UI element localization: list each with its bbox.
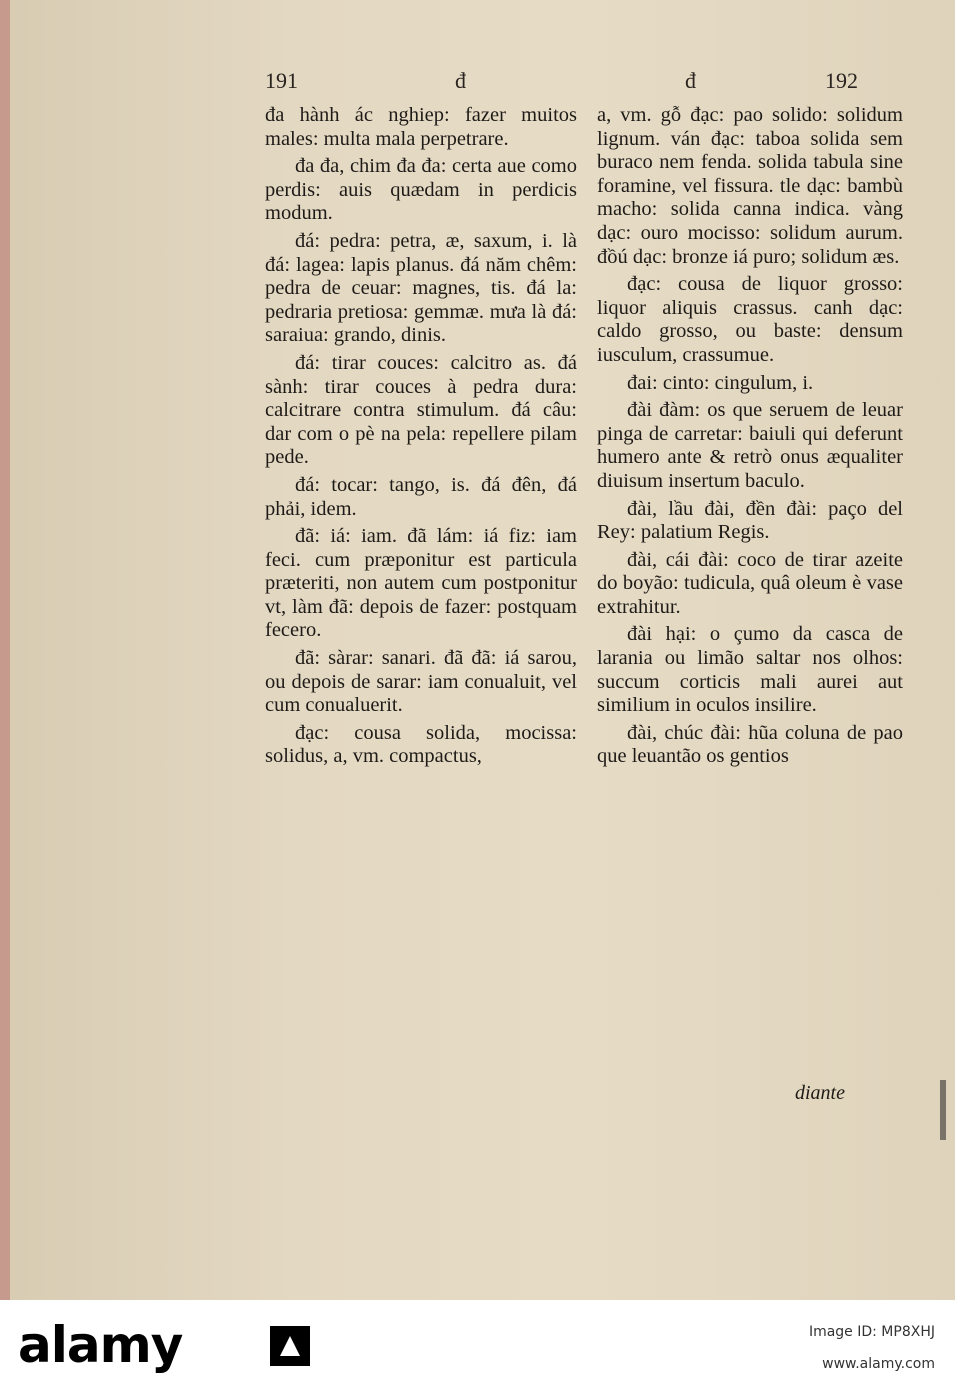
dictionary-entry: đai: cinto: cingulum, i.: [627, 371, 814, 394]
site-url: www.alamy.com: [822, 1356, 935, 1372]
dictionary-entry: đá: tocar: tango, is. đá đên, đá phải, idem.: [265, 473, 577, 520]
catchword: diante: [795, 1082, 845, 1104]
image-id: Image ID: MP8XHJ: [808, 1324, 935, 1340]
watermark-banner: [0, 1300, 955, 1390]
brand-mark-icon: [268, 1324, 312, 1368]
left-column: [265, 104, 577, 769]
dictionary-entry: đài, lầu đài, đền đài: paço del Rey: palatium Regis.: [597, 497, 903, 544]
dictionary-entry: đá: pedra: petra, æ, saxum, i. là đá: lagea: lapis planus. đá năm chêm: pedra de ceuar: magnes, tis. đá la: pedraria pretiosa: gemmæ. mưa là đá: saraiua: grando, dinis.: [265, 229, 577, 347]
left-signature: đ: [455, 68, 466, 93]
right-column: [597, 104, 903, 769]
dictionary-entry: đa đa, chim đa đa: certa aue como perdis: auis quædam in perdicis modum.: [265, 155, 577, 225]
dictionary-entry: đã: sàrar: sanari. đã đã: iá sarou, ou depois de sarar: iam conualuit, vel cum conualuerit.: [265, 647, 577, 717]
right-signature: đ: [685, 68, 696, 93]
dictionary-entry: đã: iá: iam. đã lám: iá fiz: iam feci. cum præponitur est particula præteriti, non autem cum postponitur vt, làm đã: depois de fazer: postquam fecero.: [265, 525, 577, 642]
binding-shadow: [940, 1080, 946, 1140]
dictionary-entry: đài hại: o çumo da casca de larania ou limão saltar nos olhos: succum corticis mali aurei aut similium in oculos insilire.: [597, 623, 903, 717]
dictionary-entry: đài, chúc đài: hũa coluna de pao que leuantão os gentios: [597, 721, 903, 768]
dictionary-entry: đài, cái đài: coco de tirar azeite do boyão: tudicula, quâ oleum è vase extrahitur.: [597, 548, 903, 618]
dictionary-entry: đá: tirar couces: calcitro as. đá sành: tirar couces à pedra dura: calcitrare contra stimulum. đá câu: dar com o pè na pela: repellere pilam pede.: [265, 351, 577, 469]
dictionary-entry: đài đàm: os que seruem de leuar pinga de carretar: baiuli qui deferunt humero ante & retrò onus æqualiter diuisum insertum baculo.: [597, 399, 903, 492]
dictionary-entry: a, vm. gỗ đạc: pao solido: solidum lignum. ván đạc: taboa solida sem buraco nem fenda. solida tabula sine foramine, vel fissura. tle dạc: bambù macho: solida canna indica. vàng dạc: ouro mocisso: solidum aurum. đồú dạc: bronze iá puro; solidum æs.: [597, 104, 903, 268]
page-edge: [0, 0, 10, 1300]
dictionary-entry: đa hành ác nghiep: fazer muitos males: multa mala perpetrare.: [265, 104, 577, 150]
dictionary-entry: đạc: cousa solida, mocissa: solidus, a, vm. compactus,: [265, 721, 577, 768]
brand-logo: alamy: [18, 1316, 183, 1374]
left-page-number: 191: [265, 68, 298, 93]
page-header: [265, 68, 885, 104]
dictionary-entry: đạc: cousa de liquor grosso: liquor aliquis crassus. canh dạc: caldo grosso, ou baste: densum iusculum, crassumue.: [597, 273, 903, 366]
right-page-number: 192: [825, 68, 858, 93]
